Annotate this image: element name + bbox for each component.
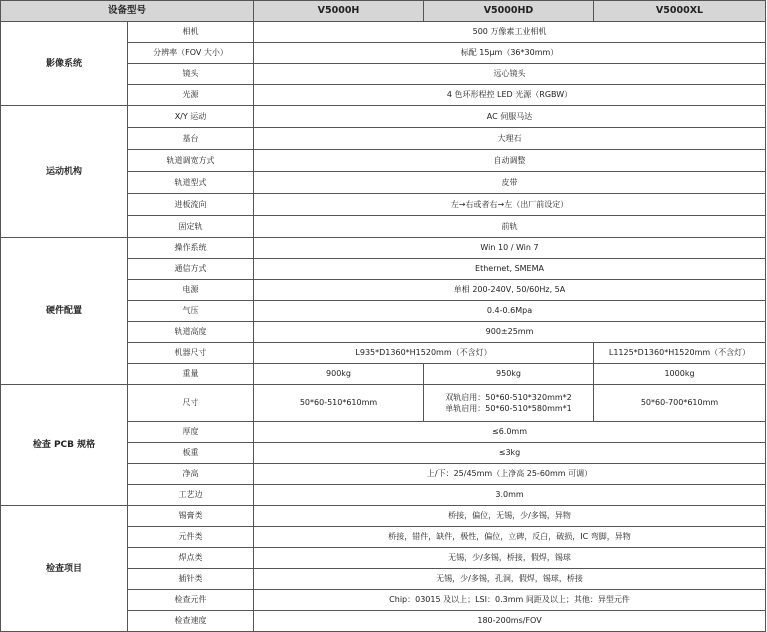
- row-value-hd: 950kg: [424, 364, 594, 385]
- header-v5000h: V5000H: [254, 1, 424, 22]
- row-value: 500 万像素工业相机: [254, 22, 766, 43]
- row-value-hd: [424, 385, 594, 422]
- row-value: 900±25mm: [254, 322, 766, 343]
- row-value: 3.0mm: [254, 485, 766, 506]
- row-value: 左→右或者右→左（出厂前设定）: [254, 194, 766, 216]
- table-row: [1, 385, 766, 422]
- row-label: 进板流向: [128, 194, 254, 216]
- row-value: AC 伺服马达: [254, 106, 766, 128]
- row-label: 气压: [128, 301, 254, 322]
- row-label: 轨道高度: [128, 322, 254, 343]
- pcb-size-hd-line2: 单轨启用：50*60-510*580mm*1: [445, 404, 572, 413]
- table-row: [1, 22, 766, 43]
- row-label: 尺寸: [128, 385, 254, 422]
- row-value: ≤3kg: [254, 443, 766, 464]
- row-value: 单相 200-240V, 50/60Hz, 5A: [254, 280, 766, 301]
- row-label: 分辨率（FOV 大小）: [128, 43, 254, 64]
- row-value: 180-200ms/FOV: [254, 611, 766, 632]
- group-pcb: 检查 PCB 规格: [1, 385, 128, 506]
- group-inspection: 检查项目: [1, 506, 128, 632]
- header-row: [1, 1, 766, 22]
- row-value: 大理石: [254, 128, 766, 150]
- row-label: 厚度: [128, 422, 254, 443]
- row-label: 轨道调宽方式: [128, 150, 254, 172]
- row-value: 皮带: [254, 172, 766, 194]
- row-label: 锡膏类: [128, 506, 254, 527]
- header-v5000xl: V5000XL: [594, 1, 766, 22]
- row-value: 0.4-0.6Mpa: [254, 301, 766, 322]
- row-label: 轨道型式: [128, 172, 254, 194]
- row-value: 前轨: [254, 216, 766, 238]
- row-value: ≤6.0mm: [254, 422, 766, 443]
- header-v5000hd: V5000HD: [424, 1, 594, 22]
- row-label: 检查速度: [128, 611, 254, 632]
- row-value: 标配 15μm（36*30mm）: [254, 43, 766, 64]
- row-value: 自动调整: [254, 150, 766, 172]
- pcb-size-hd-line1: 双轨启用：50*60-510*320mm*2: [445, 393, 572, 402]
- table-row: [1, 238, 766, 259]
- header-model-label: 设备型号: [1, 1, 254, 22]
- row-label: 焊点类: [128, 548, 254, 569]
- row-value: 无锡，少/多锡，孔洞，假焊，锡球，桥接: [254, 569, 766, 590]
- row-value: Ethernet, SMEMA: [254, 259, 766, 280]
- row-value-xl: L1125*D1360*H1520mm（不含灯）: [594, 343, 766, 364]
- table-row: [1, 506, 766, 527]
- row-label: X/Y 运动: [128, 106, 254, 128]
- row-value-xl: 1000kg: [594, 364, 766, 385]
- row-label: 元件类: [128, 527, 254, 548]
- table-row: [1, 106, 766, 128]
- row-value-h: 900kg: [254, 364, 424, 385]
- group-imaging: 影像系统: [1, 22, 128, 106]
- row-value-h: 50*60-510*610mm: [254, 385, 424, 422]
- row-label: 光源: [128, 85, 254, 106]
- row-value: 远心镜头: [254, 64, 766, 85]
- group-hardware: 硬件配置: [1, 238, 128, 385]
- row-label: 工艺边: [128, 485, 254, 506]
- row-value-h-hd: L935*D1360*H1520mm（不含灯）: [254, 343, 594, 364]
- group-motion: 运动机构: [1, 106, 128, 238]
- row-label: 固定轨: [128, 216, 254, 238]
- row-label: 相机: [128, 22, 254, 43]
- row-value: 桥接，错件，缺件，极性，偏位，立碑，反白，破损，IC 弯脚，异物: [254, 527, 766, 548]
- row-value: 上/下：25/45mm（上净高 25-60mm 可调）: [254, 464, 766, 485]
- row-value: Chip：03015 及以上；LSI：0.3mm 间距及以上；其他：异型元件: [254, 590, 766, 611]
- row-label: 镜头: [128, 64, 254, 85]
- row-value: 桥接，偏位，无锡，少/多锡，异物: [254, 506, 766, 527]
- row-label: 操作系统: [128, 238, 254, 259]
- row-value-xl: 50*60-700*610mm: [594, 385, 766, 422]
- row-label: 净高: [128, 464, 254, 485]
- row-label: 板重: [128, 443, 254, 464]
- row-label: 重量: [128, 364, 254, 385]
- row-value: 无锡，少/多锡，桥接，假焊，锡球: [254, 548, 766, 569]
- row-label: 通信方式: [128, 259, 254, 280]
- row-label: 基台: [128, 128, 254, 150]
- row-value: Win 10 / Win 7: [254, 238, 766, 259]
- row-label: 机器尺寸: [128, 343, 254, 364]
- row-value: 4 色环形程控 LED 光源（RGBW）: [254, 85, 766, 106]
- row-label: 插针类: [128, 569, 254, 590]
- row-label: 电源: [128, 280, 254, 301]
- row-label: 检查元件: [128, 590, 254, 611]
